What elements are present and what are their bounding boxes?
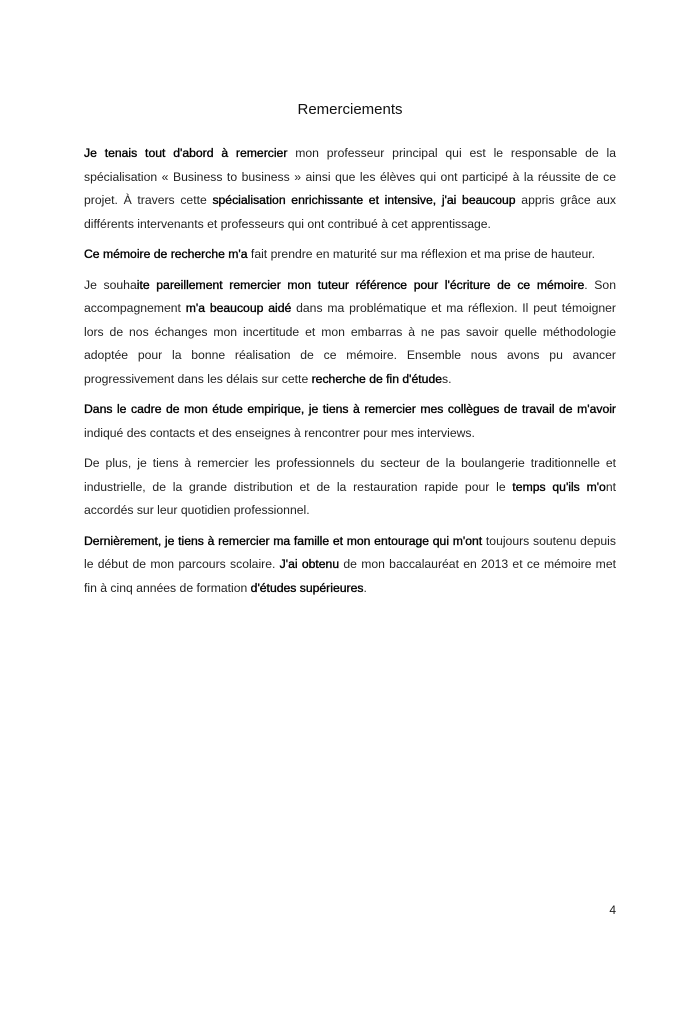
- emphasized-text: Je tenais tout d'abord à remercier: [84, 146, 288, 160]
- body-paragraph: [84, 142, 616, 236]
- emphasized-text: Dans le cadre de mon étude empirique, je tiens à remercier mes collègues de travail de m'avoir: [84, 402, 616, 416]
- paragraph-text: de mon baccalauréat en 2013 et ce mémoire met fin à cinq années de formation: [84, 557, 616, 595]
- page-title: Remerciements: [297, 101, 403, 118]
- page-number: 4: [609, 903, 616, 917]
- paragraph-text: nt accordés sur leur quotidien professionnel.: [84, 479, 616, 517]
- body-paragraph: [84, 274, 616, 392]
- paragraph-text: toujours soutenu depuis le début de mon parcours scolaire.: [84, 533, 616, 571]
- paragraph-text: mon professeur principal qui est le responsable de la spécialisation « Business to business » ainsi que les élèves qui ont participé à la réussite de ce projet. À travers cette: [84, 146, 617, 207]
- paragraph-text: appris grâce aux différents intervenants et professeurs qui ont contribué à cet apprentissage.: [84, 193, 616, 231]
- emphasized-text: m'a beaucoup aidé: [185, 301, 292, 315]
- paragraph-text: De plus, je tiens à remercier les professionnels du secteur de la boulangerie traditionnelle et industrielle, de la grande distribution et de la restauration rapide pour le: [84, 456, 616, 494]
- emphasized-text: temps qu'ils m'o: [512, 479, 606, 494]
- paragraph-text: . Son accompagnement: [84, 277, 616, 315]
- emphasized-text: spécialisation enrichissante et intensive, j'ai beaucoup: [212, 193, 516, 207]
- emphasized-text: J'ai obtenu: [279, 557, 340, 571]
- body-paragraph: [84, 398, 616, 445]
- paragraph-text: .: [363, 580, 367, 595]
- body-paragraph: [84, 452, 616, 523]
- emphasized-text: recherche de fin d'étude: [311, 371, 443, 386]
- paragraph-text: s.: [442, 371, 452, 386]
- emphasized-text: d'études supérieures: [250, 580, 364, 595]
- body-paragraph: [84, 243, 616, 267]
- paragraph-text: dans ma problématique et ma réflexion. Il peut témoigner lors de nos échanges mon incertitude et mon embarras à ne pas savoir quelle méthodologie adoptée pour la bonne réalisation de ce mémoire. Ensemble nous avons pu avancer progressivement dans les délais sur cette: [84, 301, 616, 386]
- emphasized-text: Ce mémoire de recherche m'a: [84, 247, 248, 261]
- paragraph-text: fait prendre en maturité sur ma réflexion et ma prise de hauteur.: [247, 247, 596, 261]
- emphasized-text: ite pareillement remercier mon tuteur référence pour l'écriture de ce mémoire: [136, 277, 585, 292]
- document-body: [84, 142, 616, 607]
- emphasized-text: Dernièrement, je tiens à remercier ma famille et mon entourage qui m'ont: [84, 533, 483, 548]
- paragraph-text: indiqué des contacts et des enseignes à rencontrer pour mes interviews.: [84, 425, 475, 440]
- paragraph-text: Je souha: [84, 277, 137, 292]
- body-paragraph: [84, 530, 616, 601]
